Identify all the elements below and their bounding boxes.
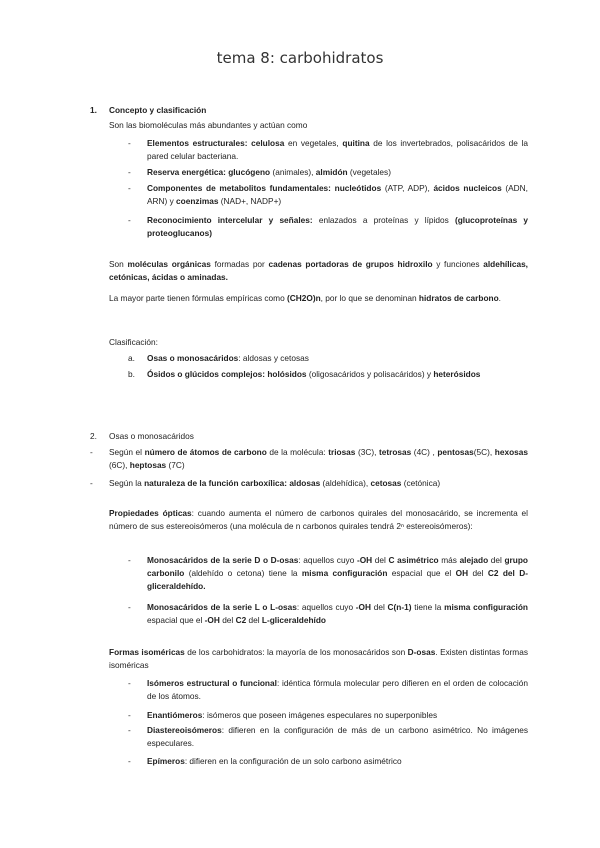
paragraph: Son moléculas orgánicas formadas por cadenas portadoras de grupos hidroxilo y funciones aldehílicas, cetónicas, ácidas o aminadas.: [109, 259, 528, 282]
section-number: 1.: [90, 105, 97, 115]
list-item: Ósidos o glúcidos complejos: holósidos (oligosacáridos y polisacáridos) y heterósidos: [147, 369, 481, 379]
clasificacion-label: Clasificación:: [109, 337, 158, 347]
bullet-dash: -: [128, 725, 131, 735]
list-item: Osas o monosacáridos: aldosas y cetosas: [147, 353, 309, 363]
bullet-dash: -: [128, 602, 131, 612]
intro-text: Son las biomoléculas más abundantes y actúan como: [109, 120, 308, 130]
bullet-text: Monosacáridos de la serie L o L-osas: aquellos cuyo -OH del C(n-1) tiene la misma configuración espacial que el -OH del C2 del L-gliceraldehído: [147, 602, 528, 625]
bullet-dash: -: [128, 678, 131, 688]
bullet-text: Reserva energética: glucógeno (animales), almidón (vegetales): [147, 167, 391, 177]
bullet-dash: -: [128, 183, 131, 193]
paragraph: Propiedades ópticas: cuando aumenta el número de carbonos quirales del monosacárido, se incrementa el número de sus estereoisómeros (una molécula de n carbonos quirales tendrá 2ⁿ estereoisómeros):: [109, 508, 528, 531]
bullet-dash: -: [128, 555, 131, 565]
bullet-text: Monosacáridos de la serie D o D-osas: aquellos cuyo -OH del C asimétrico más alejado del grupo carbonilo (aldehído o cetona) tiene la misma configuración espacial que el OH del C2 del D-gliceraldehído.: [147, 555, 528, 591]
bullet-text: Epímeros: difieren en la configuración de un solo carbono asimétrico: [147, 756, 402, 766]
bullet-text: Enantiómeros: isómeros que poseen imágenes especulares no superponibles: [147, 710, 438, 720]
paragraph: La mayor parte tienen fórmulas empíricas como (CH2O)n, por lo que se denominan hidratos de carbono.: [109, 293, 501, 303]
bullet-text: Isómeros estructural o funcional: idéntica fórmula molecular pero difieren en el orden de colocación de los átomos.: [147, 678, 528, 701]
bullet-text: Según la naturaleza de la función carboxílica: aldosas (aldehídica), cetosas (cetónica): [109, 478, 441, 488]
bullet-text: Según el número de átomos de carbono de la molécula: triosas (3C), tetrosas (4C) , pentosas(5C), hexosas (6C), heptosas (7C): [109, 447, 528, 470]
bullet-dash: -: [128, 710, 131, 720]
bullet-dash: -: [128, 756, 131, 766]
bullet-dash: -: [128, 167, 131, 177]
list-letter: b.: [128, 369, 135, 379]
bullet-text: Elementos estructurales: celulosa en vegetales, quitina de los invertebrados, polisacáridos de la pared celular bacteriana.: [147, 138, 529, 161]
list-letter: a.: [128, 353, 135, 363]
bullet-text: Diastereoisómeros: difieren en la configuración de más de un carbono asimétrico. No imágenes especulares.: [147, 725, 528, 748]
section-heading: Osas o monosacáridos: [109, 431, 194, 441]
section-number: 2.: [90, 431, 97, 441]
bullet-dash: -: [90, 447, 93, 457]
section-heading: Concepto y clasificación: [109, 105, 207, 115]
bullet-text: Reconocimiento intercelular y señales: enlazados a proteínas y lípidos (glucoproteínas y proteoglucanos): [147, 215, 528, 238]
paragraph: Formas isoméricas de los carbohidratos: la mayoría de los monosacáridos son D-osas. Existen distintas formas isoméricas: [109, 647, 528, 670]
bullet-dash: -: [128, 215, 131, 225]
bullet-dash: -: [128, 138, 131, 148]
bullet-text: Componentes de metabolitos fundamentales: nucleótidos (ATP, ADP), ácidos nucleicos (ADN, ARN) y coenzimas (NAD+, NADP+): [147, 183, 528, 206]
page-title: tema 8: carbohidratos: [216, 49, 384, 67]
bullet-dash: -: [90, 478, 93, 488]
